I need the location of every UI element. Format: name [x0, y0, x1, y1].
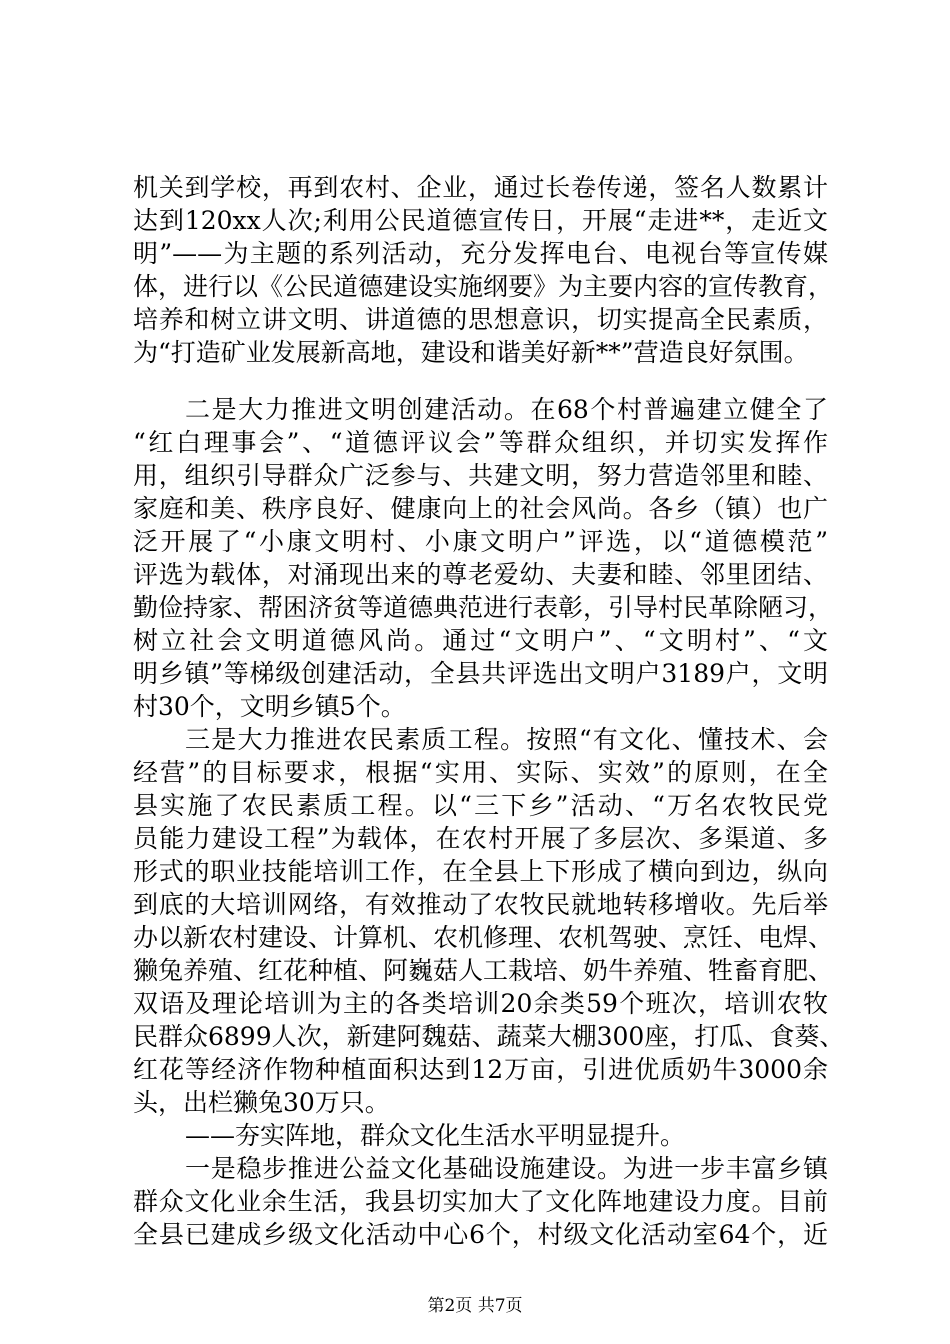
page-number-footer: 第2页 共7页: [427, 1296, 523, 1316]
text-line: 三是大力推进农民素质工程。按照“有文化、懂技术、会: [185, 725, 828, 754]
text-line: 獭兔养殖、红花种植、阿巍菇人工栽培、奶牛养殖、牲畜育肥、: [133, 956, 834, 985]
text-line: 县实施了农民素质工程。以“三下乡”活动、“万名农牧民党: [133, 791, 828, 820]
text-line: “红白理事会”、“道德评议会”等群众组织，并切实发挥作: [133, 428, 828, 457]
text-line: 机关到学校，再到农村、企业，通过长卷传递，签名人数累计: [133, 173, 828, 202]
text-line: 评选为载体，对涌现出来的尊老爱幼、夫妻和睦、邻里团结、: [133, 560, 828, 589]
text-line: 一是稳步推进公益文化基础设施建设。为进一步丰富乡镇: [185, 1154, 828, 1183]
text-line: 家庭和美、秩序良好、健康向上的社会风尚。各乡（镇）也广: [133, 494, 828, 523]
text-line: 二是大力推进文明创建活动。在68个村普遍建立健全了: [185, 395, 828, 424]
text-line: 村30个，文明乡镇5个。: [133, 692, 406, 721]
text-line: 达到120xx人次;利用公民道德宣传日，开展“走进**，走近文: [133, 206, 828, 235]
text-line: 民群众6899人次，新建阿魏菇、蔬菜大棚300座，打瓜、食葵、: [133, 1022, 845, 1051]
text-line: 红花等经济作物种植面积达到12万亩，引进优质奶牛3000余: [133, 1055, 828, 1084]
text-line: 泛开展了“小康文明村、小康文明户”评选，以“道德模范”: [133, 527, 828, 556]
text-line: 形式的职业技能培训工作，在全县上下形成了横向到边，纵向: [133, 857, 828, 886]
text-line: 到底的大培训网络，有效推动了农牧民就地转移增收。先后举: [133, 890, 828, 919]
text-line: 培养和树立讲文明、讲道德的思想意识，切实提高全民素质，: [133, 305, 828, 334]
text-line: 明”——为主题的系列活动，充分发挥电台、电视台等宣传媒: [133, 239, 828, 268]
text-line: 树立社会文明道德风尚。通过“文明户”、“文明村”、“文: [133, 626, 828, 655]
text-line: 勤俭持家、帮困济贫等道德典范进行表彰，引导村民革除陋习，: [133, 593, 834, 622]
text-line: 经营”的目标要求，根据“实用、实际、实效”的原则，在全: [133, 758, 828, 787]
text-line: 明乡镇”等梯级创建活动，全县共评选出文明户3189户，文明: [133, 659, 828, 688]
section-heading-line: ——夯实阵地，群众文化生活水平明显提升。: [185, 1121, 686, 1150]
text-line: 群众文化业余生活，我县切实加大了文化阵地建设力度。目前: [133, 1187, 828, 1216]
text-line: 头，出栏獭兔30万只。: [133, 1088, 390, 1117]
text-line: 体，进行以《公民道德建设实施纲要》为主要内容的宣传教育，: [133, 272, 834, 301]
text-line: 用，组织引导群众广泛参与、共建文明，努力营造邻里和睦、: [133, 461, 828, 490]
text-line: 员能力建设工程”为载体，在农村开展了多层次、多渠道、多: [133, 824, 828, 853]
text-line: 双语及理论培训为主的各类培训20余类59个班次，培训农牧: [133, 989, 828, 1018]
text-line: 全县已建成乡级文化活动中心6个，村级文化活动室64个，近: [133, 1220, 828, 1249]
text-line: 为“打造矿业发展新高地，建设和谐美好新**”营造良好氛围。: [133, 338, 809, 367]
text-line: 办以新农村建设、计算机、农机修理、农机驾驶、烹饪、电焊、: [133, 923, 834, 952]
